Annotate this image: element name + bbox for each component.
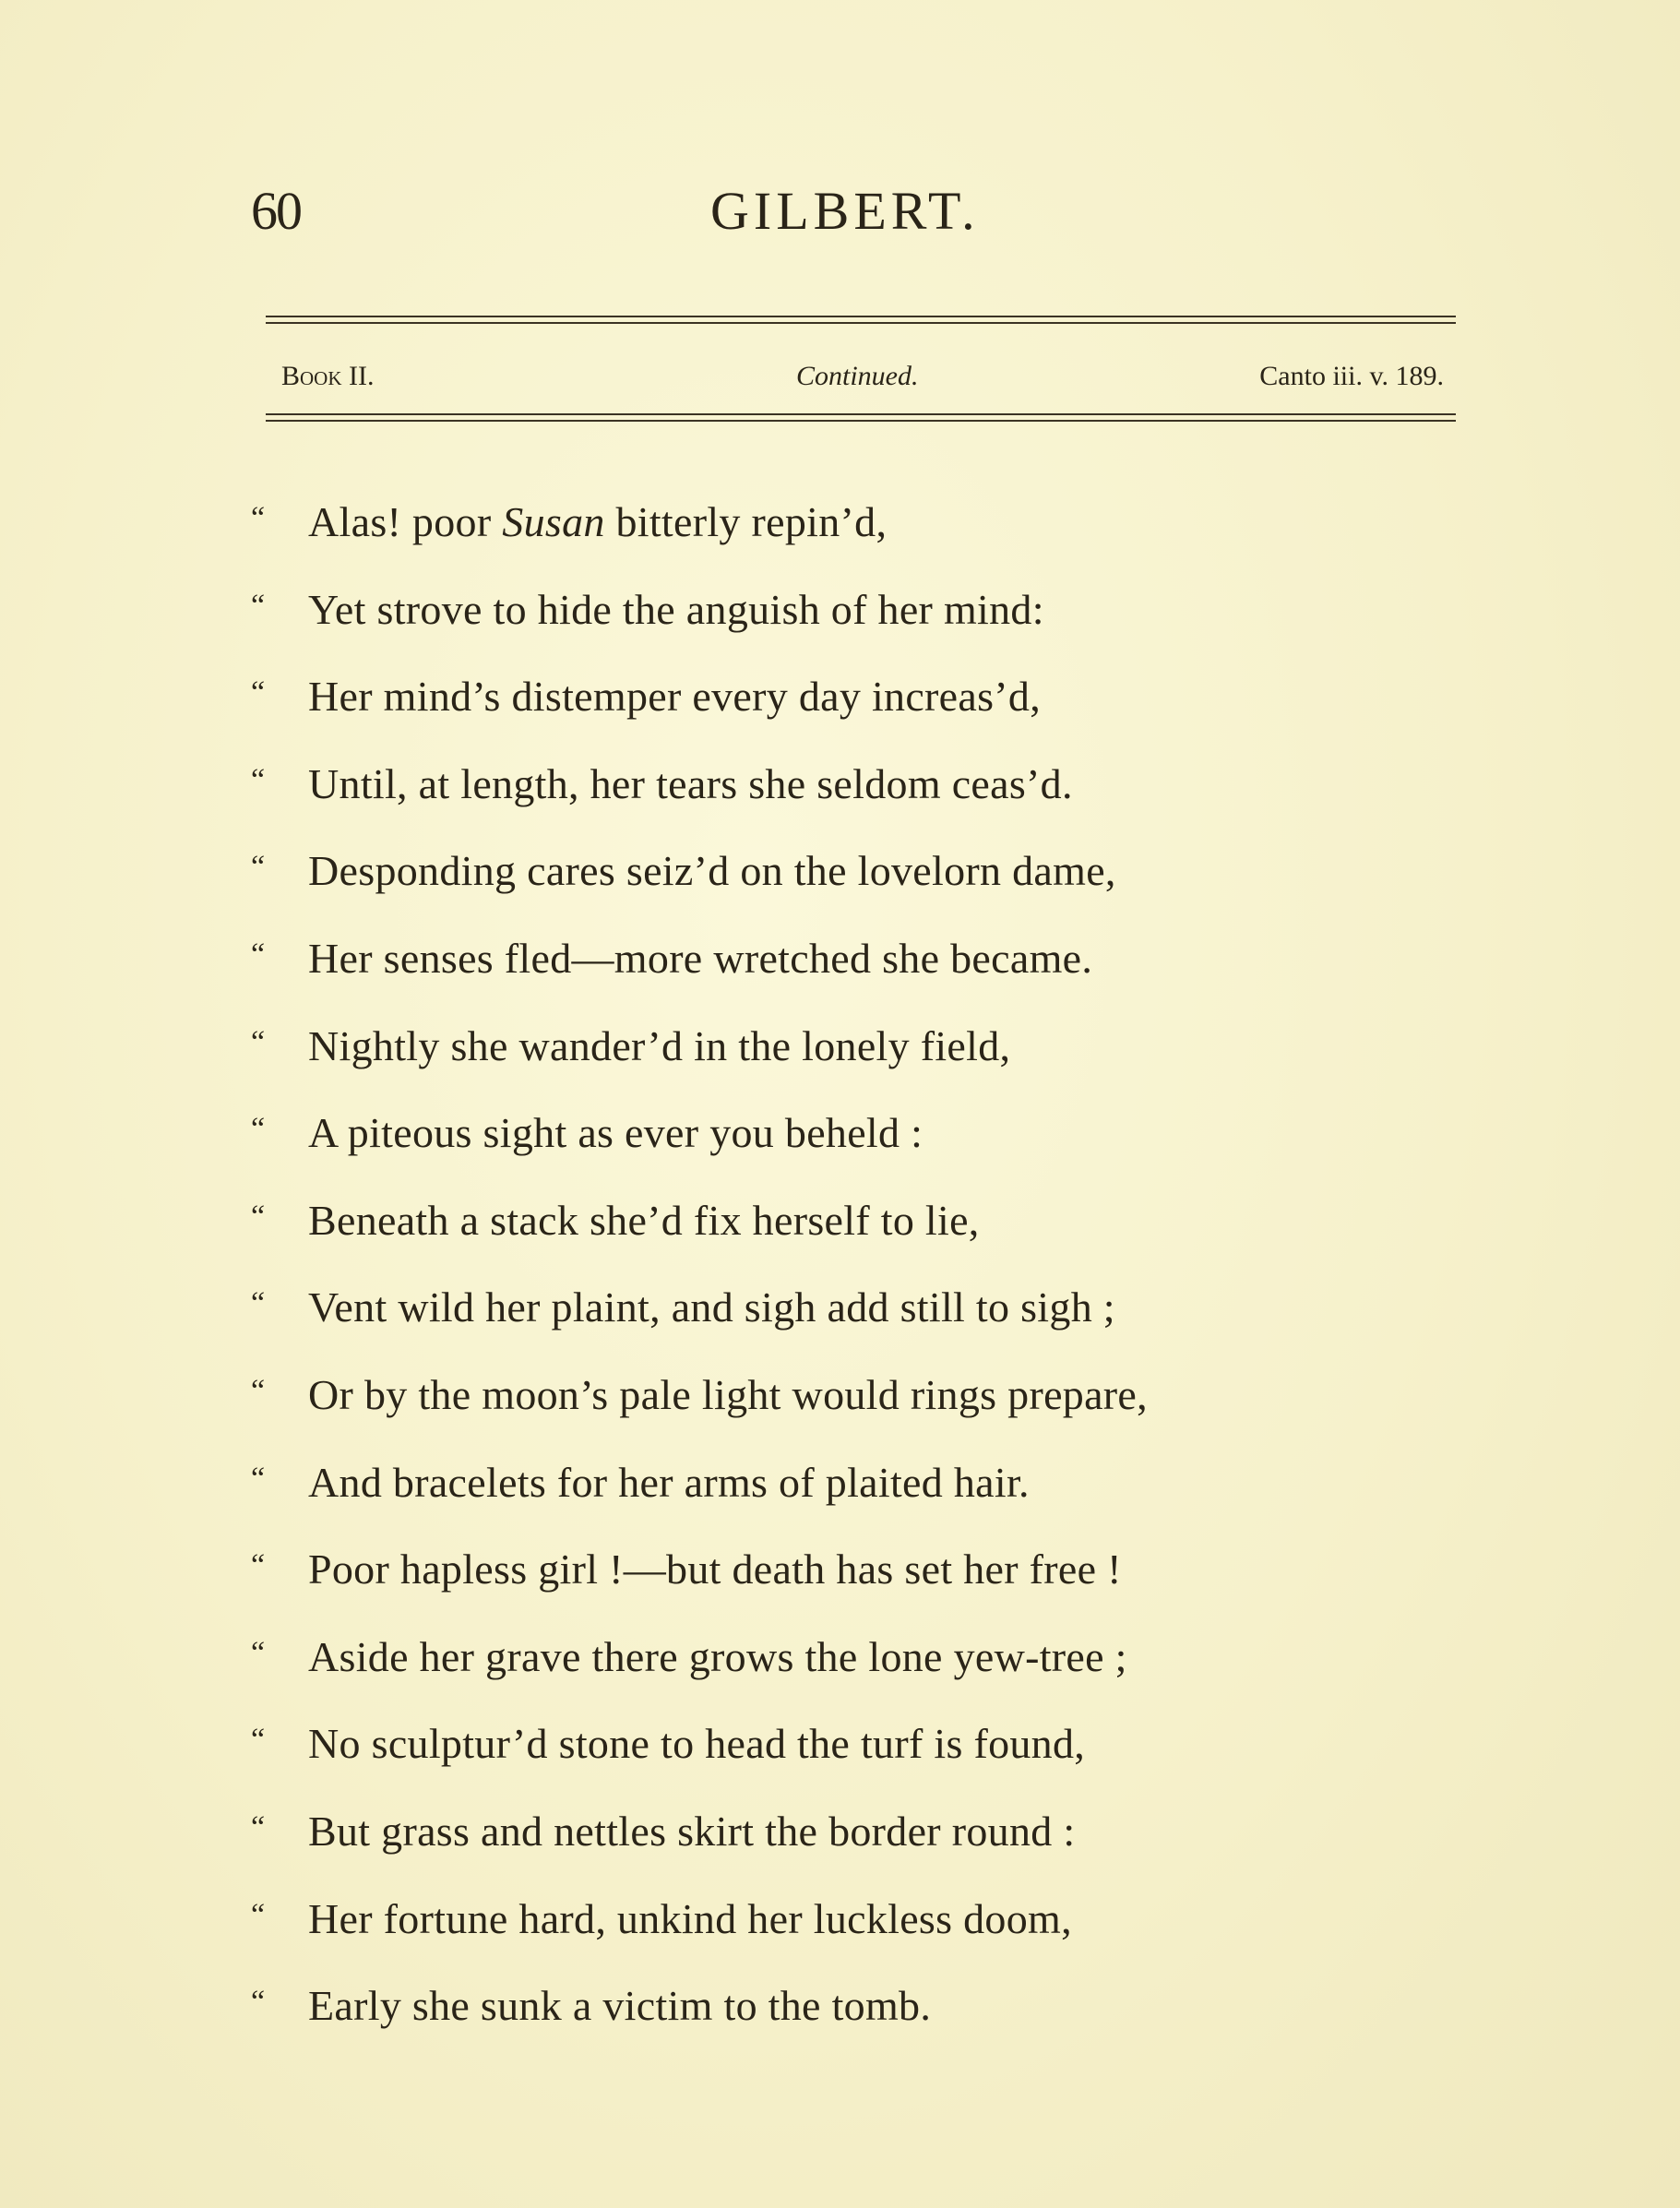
verse-text-segment: Her fortune hard, unkind her luckless doom, — [308, 1894, 1072, 1942]
verse-line — [251, 1192, 1450, 1280]
verse-line-text — [308, 1803, 1075, 1860]
quote-mark: “ — [251, 1809, 266, 1844]
verse-line — [251, 1803, 1450, 1891]
verse-line — [251, 581, 1450, 669]
verse-line — [251, 1977, 1450, 2065]
quote-mark: “ — [251, 1112, 266, 1147]
verse-line-text — [308, 930, 1092, 987]
verse-line — [251, 1367, 1450, 1454]
quote-mark: “ — [251, 588, 266, 623]
verse-line-text — [308, 494, 887, 551]
verse-line — [251, 1891, 1450, 1978]
running-title: GILBERT. — [710, 181, 980, 241]
verse-line — [251, 1104, 1450, 1192]
verse-line — [251, 756, 1450, 843]
verse-text-segment: Alas! poor — [308, 498, 503, 545]
verse-text-segment: Her senses fled—more wretched she became. — [308, 934, 1093, 982]
verse-text-segment: Yet strove to hide the anguish of her mind: — [308, 585, 1044, 633]
page-number: 60 — [251, 181, 301, 241]
verse-line-text — [308, 1629, 1127, 1686]
verse-text-segment: A piteous sight as ever you beheld : — [308, 1109, 923, 1157]
verse-line-text — [308, 1977, 931, 2035]
rule-line — [266, 322, 1456, 324]
continued-label: Continued. — [796, 361, 919, 391]
quote-mark: “ — [251, 1461, 266, 1496]
quote-mark: “ — [251, 762, 266, 797]
quote-mark: “ — [251, 1723, 266, 1758]
verse-line-text — [308, 1367, 1148, 1424]
verse-text-segment: bitterly repin’d, — [604, 498, 888, 545]
verse-text-segment: Poor hapless girl !—but death has set her free ! — [308, 1546, 1122, 1593]
verse-text-segment: No sculptur’d stone to head the turf is found, — [308, 1720, 1086, 1768]
italic-name: Susan — [502, 498, 605, 545]
book-label: Book II. — [281, 361, 375, 391]
verse-line — [251, 930, 1450, 1018]
quote-mark: “ — [251, 1985, 266, 2020]
verse-text-segment: And bracelets for her arms of plaited hair. — [308, 1458, 1030, 1506]
verse-text-segment: Or by the moon’s pale light would rings prepare, — [308, 1370, 1148, 1418]
verse-text-segment: Her mind’s distemper every day increas’d, — [308, 673, 1042, 721]
verse-text-segment: Until, at length, her tears she seldom ceas’d. — [308, 759, 1073, 807]
verse-line — [251, 1715, 1450, 1803]
section-header — [281, 358, 1444, 395]
verse-line-text — [308, 668, 1041, 725]
canto-label: Canto iii. v. 189. — [1259, 361, 1444, 391]
verse-line-text — [308, 1891, 1072, 1948]
quote-mark: “ — [251, 675, 266, 710]
verse-line — [251, 1279, 1450, 1367]
verse-text-segment: Nightly she wander’d in the lonely field, — [308, 1021, 1011, 1069]
quote-mark: “ — [251, 1373, 266, 1408]
rule-line — [266, 420, 1456, 422]
verse-text-segment: Aside her grave there grows the lone yew-tree ; — [308, 1632, 1127, 1680]
rule-line — [266, 316, 1456, 317]
verse-line — [251, 1454, 1450, 1542]
quote-mark: “ — [251, 1635, 266, 1670]
verse-line-text — [308, 842, 1116, 900]
verse-line — [251, 842, 1450, 930]
verse-text-segment: Desponding cares seiz’d on the lovelorn dame, — [308, 847, 1116, 895]
quote-mark: “ — [251, 1199, 266, 1234]
quote-mark: “ — [251, 1548, 266, 1583]
quote-mark: “ — [251, 1024, 266, 1059]
verse-line — [251, 494, 1450, 581]
verse-line-text — [308, 1104, 923, 1162]
verse-text-segment: Early she sunk a victim to the tomb. — [308, 1982, 932, 2030]
quote-mark: “ — [251, 937, 266, 972]
verse-line-text — [308, 1454, 1030, 1511]
quote-mark: “ — [251, 1897, 266, 1932]
verse-line-text — [308, 1018, 1010, 1075]
quote-mark: “ — [251, 501, 266, 535]
verse-text-segment: But grass and nettles skirt the border round : — [308, 1807, 1076, 1855]
header-rule-bottom — [266, 413, 1456, 422]
verse-line — [251, 668, 1450, 756]
quote-mark: “ — [251, 1286, 266, 1321]
header-rule-top — [266, 316, 1456, 324]
verse-line-text — [308, 756, 1073, 813]
verse-line-text — [308, 1541, 1122, 1598]
verse-block — [251, 494, 1450, 2065]
verse-line-text — [308, 1279, 1115, 1336]
verse-line-text — [308, 1715, 1085, 1772]
quote-mark: “ — [251, 850, 266, 885]
verse-text-segment: Beneath a stack she’d fix herself to lie, — [308, 1196, 980, 1244]
verse-line — [251, 1541, 1450, 1629]
verse-line-text — [308, 581, 1044, 639]
verse-text-segment: Vent wild her plaint, and sigh add still to sigh ; — [308, 1283, 1115, 1331]
verse-line — [251, 1018, 1450, 1105]
verse-line — [251, 1629, 1450, 1716]
verse-line-text — [308, 1192, 980, 1249]
rule-line — [266, 413, 1456, 415]
